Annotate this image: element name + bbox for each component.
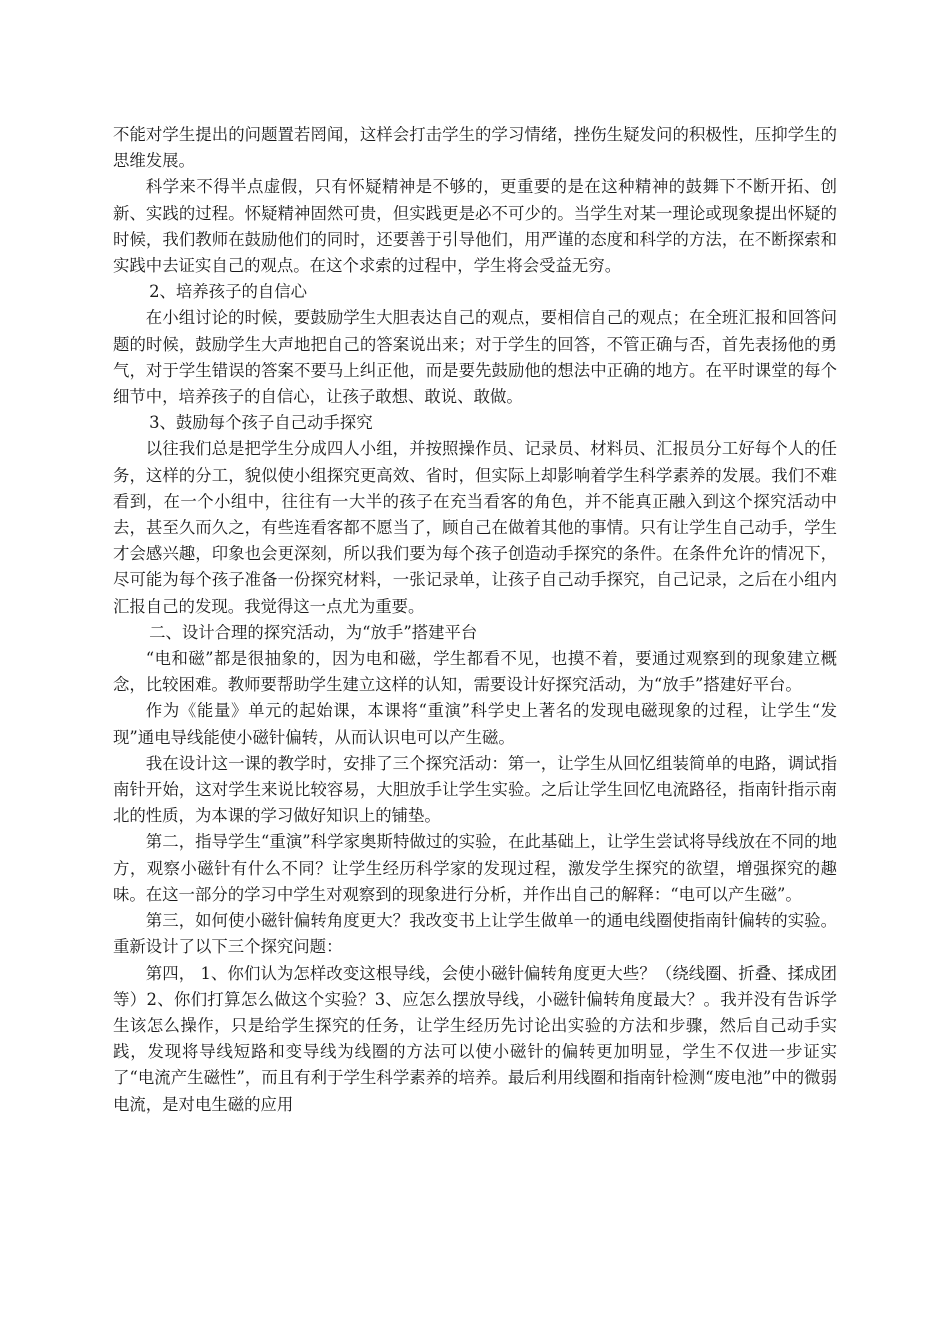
paragraph-8: 第二，指导学生“重演”科学家奥斯特做过的实验，在此基础上，让学生尝试将导线放在不同的地方，观察小磁针有什么不同？让学生经历科学家的发现过程，激发学生探究的欲望，增强探究的趣味。在这一部分的学习中学生对观察到的现象进行分析，并作出自己的解释：“电可以产生磁”。 [113, 832, 837, 904]
heading-2-confidence: 2、培养孩子的自信心 [149, 282, 308, 302]
paragraph-9: 第三，如何使小磁针偏转角度更大？我改变书上让学生做单一的通电线圈使指南针偏转的实验。重新设计了以下三个探究问题： [113, 911, 837, 957]
paragraph-10: 第四， 1、你们认为怎样改变这根导线，会使小磁针偏转角度更大些？（绕线圈、折叠、揉成团等）2、你们打算怎么做这个实验？3、应怎么摆放导线，小磁针偏转角度最大？。我并没有告诉学生该怎么操作，只是给学生探究的任务，让学生经历先讨论出实验的方法和步骤，然后自己动手实践，发现将导线短路和变导线为线圈的方法可以使小磁针的偏转更加明显，学生不仅进一步证实了“电流产生磁性”，而且有利于学生科学素养的培养。最后利用线圈和指南针检测“废电池”中的微弱电流，是对电生磁的应用 [113, 963, 837, 1114]
paragraph-2: 科学来不得半点虚假，只有怀疑精神是不够的，更重要的是在这种精神的鼓舞下不断开拓、创新、实践的过程。怀疑精神固然可贵，但实践更是必不可少的。当学生对某一理论或现象提出怀疑的时候，我们教师在鼓励他们的同时，还要善于引导他们，用严谨的态度和科学的方法，在不断探索和实践中去证实自己的观点。在这个求索的过程中，学生将会受益无穷。 [113, 177, 837, 276]
heading-3-hands-on: 3、鼓励每个孩子自己动手探究 [149, 413, 373, 433]
paragraph-7: 我在设计这一课的教学时，安排了三个探究活动：第一，让学生从回忆组装简单的电路，调试指南针开始，这对学生来说比较容易，大胆放手让学生实验。之后让学生回忆电流路径，指南针指示南北的性质，为本课的学习做好知识上的铺垫。 [113, 753, 837, 826]
heading-section-two: 二、设计合理的探究活动，为“放手”搭建平台 [149, 622, 478, 642]
paragraph-4: 以往我们总是把学生分成四人小组，并按照操作员、记录员、材料员、汇报员分工好每个人的任务，这样的分工，貌似使小组探究更高效、省时，但实际上却影响着学生科学素养的发展。我们不难看到，在一个小组中，往往有一大半的孩子在充当看客的角色，并不能真正融入到这个探究活动中去，甚至久而久之，有些连看客都不愿当了，顾自己在做着其他的事情。只有让学生自己动手，学生才会感兴趣，印象也会更深刻，所以我们要为每个孩子创造动手探究的条件。在条件允许的情况下，尽可能为每个孩子准备一份探究材料，一张记录单，让孩子自己动手探究，自己记录，之后在小组内汇报自己的发现。我觉得这一点尤为重要。 [113, 439, 837, 616]
paragraph-6: 作为《能量》单元的起始课，本课将“重演”科学史上著名的发现电磁现象的过程，让学生“发现”通电导线能使小磁针偏转，从而认识电可以产生磁。 [113, 701, 837, 747]
paragraph-3: 在小组讨论的时候，要鼓励学生大胆表达自己的观点，要相信自己的观点；在全班汇报和回答问题的时候，鼓励学生大声地把自己的答案说出来；对于学生的回答，不管正确与否，首先表扬他的勇气，对于学生错误的答案不要马上纠正他，而是要先鼓励他的想法中正确的地方。在平时课堂的每个细节中，培养孩子的自信心，让孩子敢想、敢说、敢做。 [113, 308, 837, 407]
document-body [113, 122, 837, 1118]
paragraph-5: “电和磁”都是很抽象的，因为电和磁，学生都看不见，也摸不着，要通过观察到的现象建立概念，比较困难。教师要帮助学生建立这样的认知，需要设计好探究活动，为“放手”搭建好平台。 [113, 649, 837, 695]
paragraph-1: 不能对学生提出的问题置若罔闻，这样会打击学生的学习情绪，挫伤生疑发问的积极性，压抑学生的思维发展。 [113, 125, 837, 171]
